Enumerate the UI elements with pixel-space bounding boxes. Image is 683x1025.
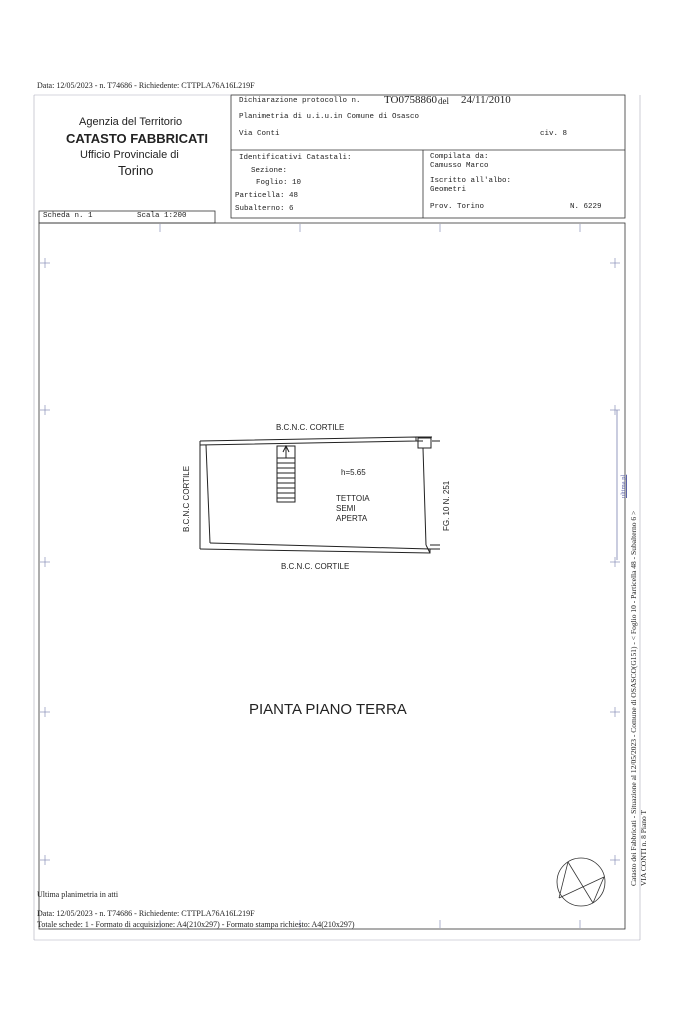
declaration-number: TO0758860 bbox=[384, 94, 437, 106]
address-civic: civ. 8 bbox=[540, 130, 568, 138]
plan-label-bottom: B.C.N.C. CORTILE bbox=[281, 562, 350, 571]
plan-label-right: FG. 10 N. 251 bbox=[442, 480, 451, 531]
compilata-name: Camusso Marco bbox=[430, 162, 489, 170]
scheda-number: Scheda n. 1 bbox=[43, 212, 93, 220]
side-line-2: VIA CONTI n. 8 Piano T bbox=[639, 809, 648, 886]
particella: Particella: 48 bbox=[235, 192, 299, 200]
north-arrow-icon bbox=[557, 858, 605, 906]
identificativi-title: Identificativi Catastali: bbox=[239, 154, 352, 162]
side-small-note: ultima pl bbox=[620, 474, 627, 498]
main-frame bbox=[39, 223, 625, 929]
declaration-date: 24/11/2010 bbox=[461, 94, 511, 106]
sezione: Sezione: bbox=[251, 167, 288, 175]
albo-number: N. 6229 bbox=[570, 203, 602, 211]
plan-label-left: B.C.N.C CORTILE bbox=[182, 465, 191, 532]
footer-stamp: Data: 12/05/2023 - n. T74686 - Richiedente: CTTPLA76A16L219F bbox=[37, 909, 255, 918]
room-height: h=5.65 bbox=[341, 468, 366, 477]
planimetria-label: Planimetria di u.i.u.in Comune di Osasco bbox=[239, 113, 420, 121]
top-stamp: Data: 12/05/2023 - n. T74686 - Richiedente: CTTPLA76A16L219F bbox=[37, 81, 255, 90]
declaration-label: Dichiarazione protocollo n. bbox=[239, 97, 361, 105]
scala-label: Scala 1:200 bbox=[137, 212, 187, 220]
iscritto-label: Iscritto all'albo: bbox=[430, 177, 512, 185]
address-street: Via Conti bbox=[239, 130, 280, 138]
city-label: Torino bbox=[118, 163, 154, 178]
floor-plan bbox=[200, 437, 440, 553]
room-name-3: APERTA bbox=[336, 514, 368, 523]
subalterno: Subalterno: 6 bbox=[235, 205, 294, 213]
compilata-label: Compilata da: bbox=[430, 153, 489, 161]
provincia: Prov. Torino bbox=[430, 203, 485, 211]
room-name-2: SEMI bbox=[336, 504, 356, 513]
plan-label-top: B.C.N.C. CORTILE bbox=[276, 423, 345, 432]
footer-schede: Totale schede: 1 - Formato di acquisizione: A4(210x297) - Formato stampa richiesto: A4(210x297) bbox=[37, 920, 355, 929]
albo-value: Geometri bbox=[430, 186, 467, 194]
declaration-del: del bbox=[438, 96, 449, 106]
side-line-1: Catasto dei Fabbricati - Situazione al 12/05/2023 - Comune di OSASCO(G151) - < Foglio 10 - Particella 48 - Subalterno 6 > bbox=[629, 510, 638, 886]
ufficio-label: Ufficio Provinciale di bbox=[80, 149, 179, 161]
ultima-planimetria: Ultima planimetria in atti bbox=[37, 890, 119, 899]
room-name-1: TETTOIA bbox=[336, 494, 370, 503]
foglio: Foglio: 10 bbox=[256, 179, 302, 187]
floor-title: PIANTA PIANO TERRA bbox=[249, 701, 407, 718]
agency-name: Agenzia del Territorio bbox=[79, 116, 183, 128]
catasto-title: CATASTO FABBRICATI bbox=[66, 131, 209, 146]
